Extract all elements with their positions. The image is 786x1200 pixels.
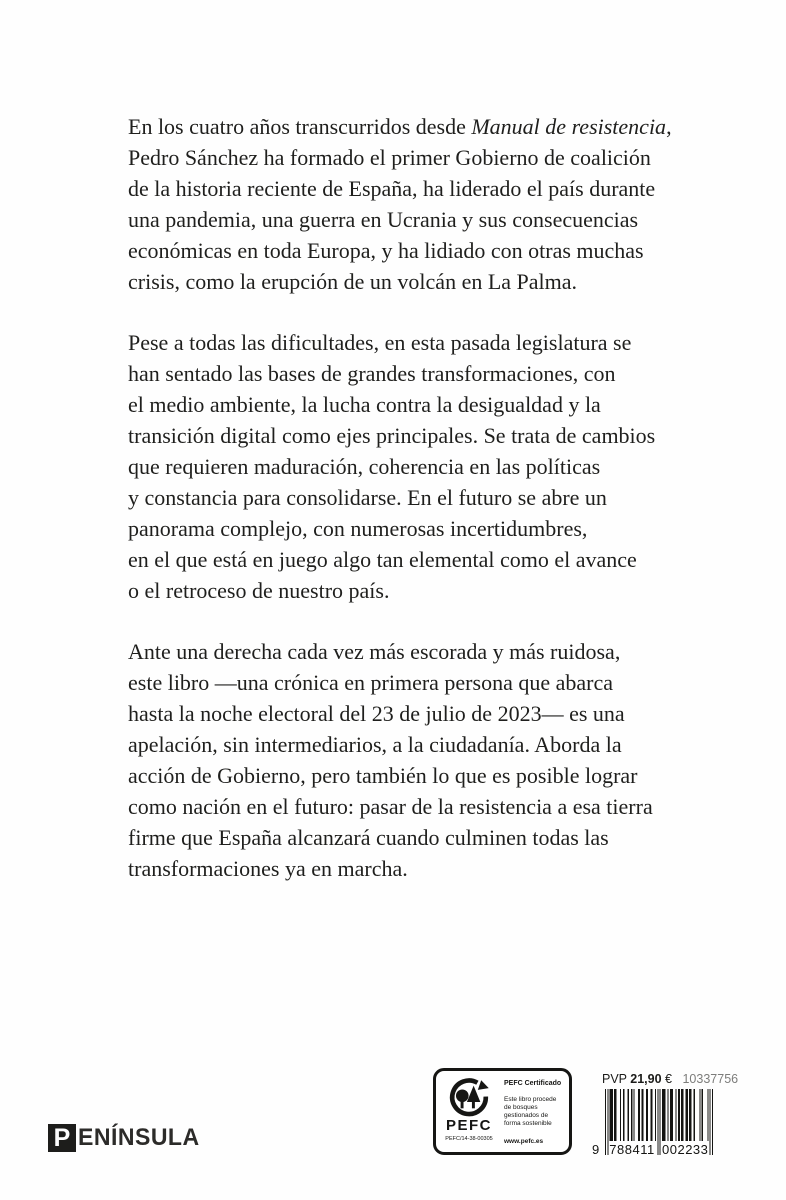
text-segment: En los cuatro años transcurridos desde bbox=[128, 114, 472, 139]
text-line: o el retroceso de nuestro país. bbox=[128, 578, 390, 603]
ean-digit-group-2: 002233 bbox=[662, 1142, 709, 1157]
pefc-website: www.pefc.es bbox=[504, 1138, 544, 1145]
text-line: acción de Gobierno, pero también lo que es posible lograr bbox=[128, 763, 638, 788]
ean-barcode-wrap bbox=[592, 1089, 713, 1157]
text-line: Ante una derecha cada vez más escorada y más ruidosa, bbox=[128, 639, 621, 664]
product-code: 10337756 bbox=[682, 1072, 739, 1086]
pefc-trees-icon bbox=[447, 1076, 491, 1118]
text-line: y constancia para consolidarse. En el futuro se abre un bbox=[128, 485, 607, 510]
text-line: panorama complejo, con numerosas incertidumbres, bbox=[128, 516, 588, 541]
ean-digit-first: 9 bbox=[592, 1142, 600, 1157]
text-line: transformaciones ya en marcha. bbox=[128, 856, 408, 881]
pvp-label: PVP bbox=[602, 1072, 627, 1086]
paragraph-1 bbox=[128, 111, 672, 297]
text-line: han sentado las bases de grandes transformaciones, con bbox=[128, 361, 616, 386]
pefc-wordmark: PEFC bbox=[445, 1117, 492, 1134]
pefc-license-number: PEFC/14-38-00305 bbox=[445, 1136, 493, 1142]
text-line: crisis, como la erupción de un volcán en La Palma. bbox=[128, 269, 578, 294]
publisher-logo bbox=[48, 1124, 205, 1152]
book-title-italic: Manual de resistencia bbox=[471, 114, 667, 139]
text-line: transición digital como ejes principales. Se trata de cambios bbox=[128, 423, 656, 448]
paragraph-2 bbox=[128, 327, 672, 606]
ean-digit-group-1: 788411 bbox=[609, 1142, 655, 1157]
text-segment: , bbox=[666, 114, 672, 139]
text-line: como nación en el futuro: pasar de la resistencia a esa tierra bbox=[128, 794, 653, 819]
text-line: económicas en toda Europa, y ha lidiado con otras muchas bbox=[128, 238, 644, 263]
text-line: Pese a todas las dificultades, en esta pasada legislatura se bbox=[128, 330, 632, 355]
text-line: hasta la noche electoral del 23 de julio de 2023— es una bbox=[128, 701, 625, 726]
text-line: firme que España alcanzará cuando culminen todas las bbox=[128, 825, 609, 850]
text-line: en el que está en juego algo tan elemental como el avance bbox=[128, 547, 637, 572]
pefc-claim-text: Este libro procede de bosques gestionados de forma sostenible bbox=[504, 1096, 557, 1127]
pefc-logo-column bbox=[443, 1076, 495, 1148]
publisher-logo-initial: P bbox=[48, 1124, 76, 1152]
text-line: una pandemia, una guerra en Ucrania y sus consecuencias bbox=[128, 207, 639, 232]
text-line: apelación, sin intermediarios, a la ciudadanía. Aborda la bbox=[128, 732, 622, 757]
text-line: que requieren maduración, coherencia en las políticas bbox=[128, 454, 601, 479]
text-line: el medio ambiente, la lucha contra la desigualdad y la bbox=[128, 392, 601, 417]
currency-symbol: € bbox=[665, 1072, 672, 1086]
price-line bbox=[602, 1072, 737, 1086]
text-line: Pedro Sánchez ha formado el primer Gobierno de coalición bbox=[128, 145, 651, 170]
text-line: de la historia reciente de España, ha liderado el país durante bbox=[128, 176, 656, 201]
pefc-text-column bbox=[504, 1076, 562, 1148]
back-cover-synopsis bbox=[128, 111, 672, 914]
publisher-logo-text: ENÍNSULA bbox=[78, 1124, 200, 1151]
text-line bbox=[128, 111, 672, 142]
pefc-certification-label bbox=[433, 1068, 572, 1155]
price-value: 21,90 bbox=[630, 1072, 662, 1086]
price-barcode-block bbox=[592, 1072, 737, 1157]
paragraph-3 bbox=[128, 636, 672, 884]
text-line: este libro —una crónica en primera persona que abarca bbox=[128, 670, 613, 695]
pefc-certified-label: PEFC Certificado bbox=[504, 1080, 562, 1087]
